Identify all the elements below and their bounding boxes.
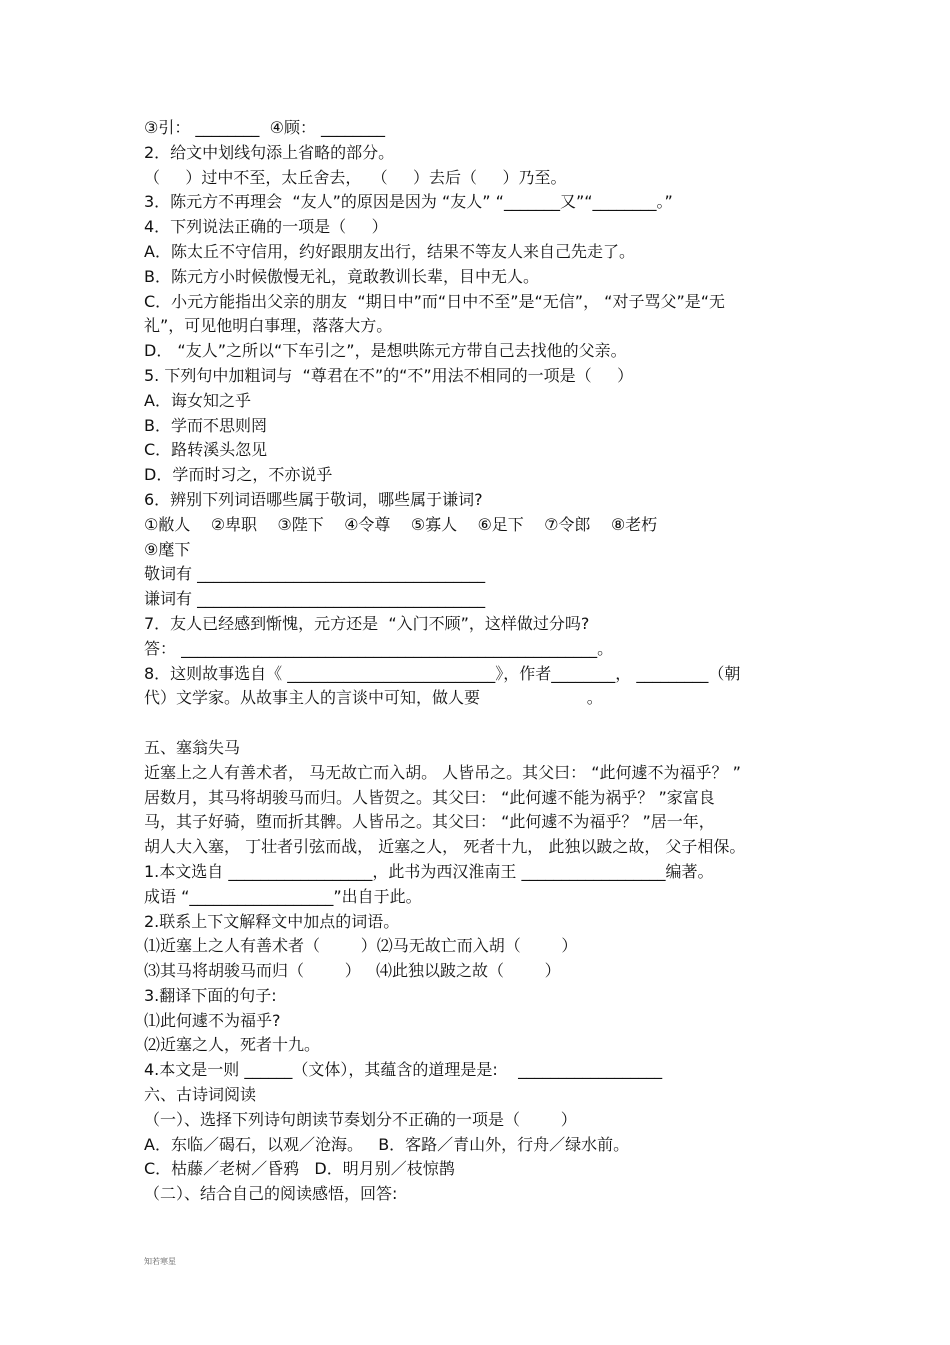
text-line: 近塞上之人有善术者， 马无故亡而入胡。 人皆吊之。其父曰： “此何遽不为福乎？ ”	[144, 762, 741, 782]
text-line: 5. 下列句中加粗词与 “尊君在不”的“不”用法不相同的一项是（ ）	[144, 365, 634, 385]
text-line: B．陈元方小时候傲慢无礼，竟敢教训长辈，目中无人。	[144, 266, 539, 286]
text-line: ⑴近塞上之人有善术者（ ）⑵马无故亡而入胡（ ）	[144, 936, 578, 956]
text-line: ③引： ________ ④顾： ________	[144, 118, 386, 137]
section-heading: 六、古诗词阅读	[144, 1085, 257, 1105]
text-line: ⑨麾下	[144, 539, 191, 559]
text-line: A．东临／碣石，以观／沧海。 B．客路／青山外，行舟／绿水前。	[144, 1134, 630, 1154]
text-line: B．学而不思则罔	[144, 415, 267, 435]
text-line: C．路转溪头忽见	[144, 440, 268, 460]
text-line: 答： ____________________________________________________。	[144, 638, 614, 658]
text-line: 成语 “__________________”出自于此。	[144, 886, 422, 906]
text-line: 3.翻译下面的句子:	[144, 985, 277, 1005]
document-body	[144, 116, 809, 1207]
text-line: C．小元方能指出父亲的朋友 “期日中”而“日中不至”是“无信”， “对子骂父”是“无	[144, 291, 726, 311]
text-line: ⑵近塞之人，死者十九。	[144, 1035, 321, 1055]
page-footer-text: 知若寒星	[144, 1257, 176, 1266]
text-line: ⑴此何遽不为福乎?	[144, 1010, 281, 1030]
text-line: A．陈太丘不守信用，约好跟朋友出行，结果不等友人来自己先走了。	[144, 241, 635, 261]
text-line: C．枯藤／老树／昏鸦 D．明月别／枝惊鹊	[144, 1159, 455, 1179]
text-line: A．诲女知之乎	[144, 390, 251, 410]
text-line: （一）、选择下列诗句朗读节奏划分不正确的一项是（ ）	[144, 1109, 577, 1129]
text-line: 敬词有 ____________________________________	[144, 564, 486, 584]
text-line: （二）、结合自己的阅读感悟，回答:	[144, 1184, 398, 1204]
text-line: 8．这则故事选自《 __________________________》，作者________， _________（朝	[144, 663, 741, 683]
text-line: 1.本文选自 __________________，此书为西汉淮南王 __________________编著。	[144, 861, 714, 881]
section-heading: 五、塞翁失马	[144, 737, 241, 757]
text-line: D． “友人”之所以“下车引之”，是想哄陈元方带自己去找他的父亲。	[144, 341, 627, 361]
text-line: 居数月，其马将胡骏马而归。人皆贺之。其父曰： “此何遽不能为祸乎？ ”家富良	[144, 787, 715, 807]
text-line: 4．下列说法正确的一项是（ ）	[144, 217, 388, 237]
text-line: 4.本文是一则 ______（文体），其蕴含的道理是是: __________________	[144, 1060, 663, 1080]
text-line: 2．给文中划线句添上省略的部分。	[144, 142, 395, 162]
text-line: 2.联系上下文解释文中加点的词语。	[144, 911, 400, 931]
text-line: 胡人大入塞， 丁壮者引弦而战， 近塞之人， 死者十九， 此独以跛之故， 父子相保。	[144, 837, 746, 857]
text-line: 7．友人已经感到惭愧，元方还是 “入门不顾”，这样做过分吗?	[144, 613, 590, 633]
text-line: 谦词有 ____________________________________	[144, 589, 486, 609]
text-line: （ ）过中不至，太丘舍去， （ ）去后（ ）乃至。	[144, 167, 567, 187]
text-line: 6．辨别下列词语哪些属于敬词，哪些属于谦词?	[144, 489, 483, 509]
text-line: ①敝人 ②卑职 ③陛下 ④令尊 ⑤寡人 ⑥足下 ⑦令郎 ⑧老朽	[144, 514, 658, 534]
blank-line	[144, 711, 809, 736]
text-line: D．学而时习之，不亦说乎	[144, 465, 333, 485]
text-line: 礼”，可见他明白事理，落落大方。	[144, 316, 393, 336]
text-line: ⑶其马将胡骏马而归（ ） ⑷此独以跛之故（ ）	[144, 961, 561, 981]
text-line: 马，其子好骑，堕而折其髀。人皆吊之。其父曰： “此何遽不为福乎？ ”居一年，	[144, 812, 715, 832]
text-line: 3．陈元方不再理会 “友人”的原因是因为 “友人” “_______又”“________。”	[144, 192, 673, 212]
text-line: 代）文学家。从故事主人的言谈中可知，做人要 。	[144, 688, 603, 708]
